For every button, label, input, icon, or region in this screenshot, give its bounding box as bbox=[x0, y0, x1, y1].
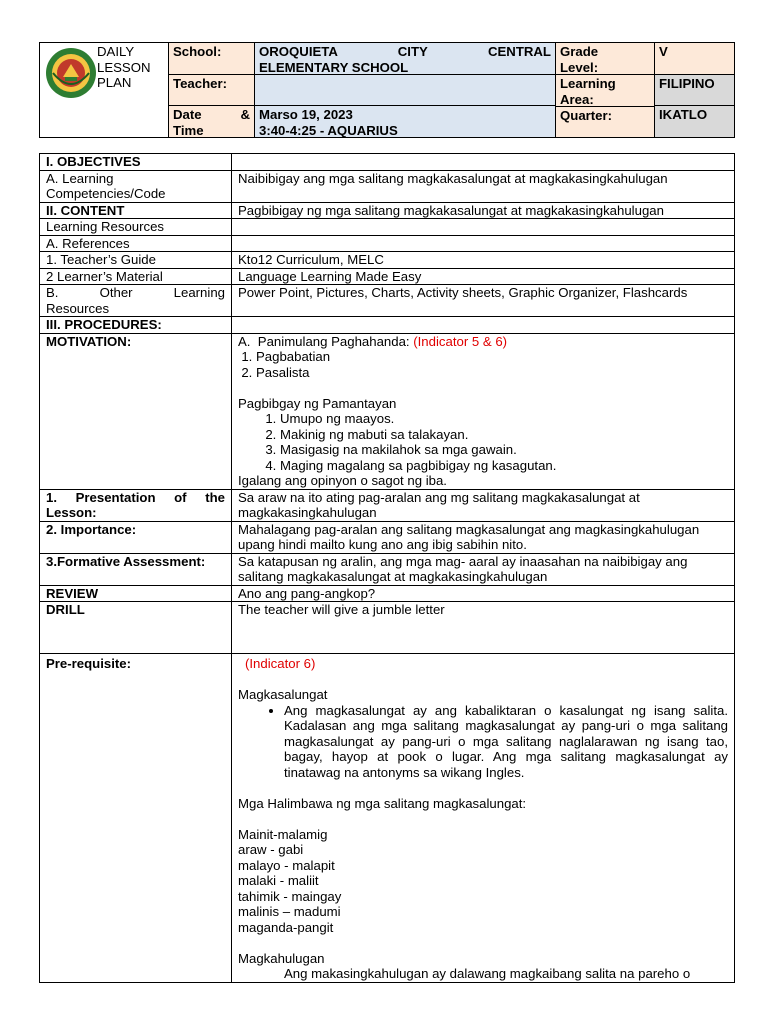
list-item: • Ang magkasalungat ay ang kabaliktaran o kasalungat ng isang salita. Kadalasan ang mga salitang magkasalungat ay pang-uri o mga salitang magkasalungat ay pang-uri o mga salitang naglalarawan ng isang tao, bagay, hayop at pook o lugar. Ang mga salitang magkasalungat ay tinatawag na antonyms sa wikang Ingles. bbox=[284, 703, 728, 781]
title-line: LESSON bbox=[97, 59, 151, 75]
lesson-plan-table bbox=[39, 153, 735, 983]
teacher-label: Teacher: bbox=[169, 75, 254, 107]
importance-value: Mahalagang pag-aralan ang salitang magkasalungat ang magkasingkahulugan upang hindi mailto kung ano ang ibig sabihin nito. bbox=[232, 521, 735, 553]
table-row bbox=[40, 170, 735, 202]
learning-area-value: FILIPINO bbox=[655, 75, 734, 107]
motivation-label: MOTIVATION: bbox=[40, 333, 232, 489]
antonym-title: Magkasalungat bbox=[238, 687, 328, 702]
table-row bbox=[40, 333, 735, 489]
table-row bbox=[40, 489, 735, 521]
grade-label: Grade Level: bbox=[556, 43, 654, 75]
quarter-label: Quarter: bbox=[556, 107, 654, 137]
table-row bbox=[40, 219, 735, 236]
teacher-value bbox=[255, 75, 555, 106]
table-row bbox=[40, 602, 735, 654]
table-row bbox=[40, 317, 735, 334]
example-item: malaki - maliit bbox=[238, 873, 319, 888]
date-time-label: Date & Time bbox=[169, 106, 254, 137]
content-heading: II. CONTENT bbox=[40, 202, 232, 219]
presentation-value: Sa araw na ito ating pag-aralan ang mg salitang magkakasalungat at magkakasingkahulugan bbox=[232, 489, 735, 521]
table-row bbox=[40, 268, 735, 285]
other-resources-value: Power Point, Pictures, Charts, Activity sheets, Graphic Organizer, Flashcards bbox=[232, 285, 735, 317]
indicator-note: (Indicator 5 & 6) bbox=[413, 333, 508, 349]
content-value: Pagbibigay ng mga salitang magkakasalungat at magkakasingkahulugan bbox=[232, 202, 735, 219]
school-label: School: bbox=[169, 43, 254, 75]
header-values-right bbox=[655, 43, 734, 137]
example-item: Mainit-malamig bbox=[238, 826, 328, 842]
prereq-content bbox=[232, 654, 735, 983]
example-item: maganda-pangit bbox=[238, 919, 334, 935]
table-row bbox=[40, 202, 735, 219]
example-item: malayo - malapit bbox=[238, 857, 335, 873]
empty-cell bbox=[232, 235, 735, 252]
teachers-guide-label: 1. Teacher’s Guide bbox=[40, 252, 232, 269]
learning-area-label: Learning Area: bbox=[556, 75, 654, 107]
quarter-value: IKATLO bbox=[655, 106, 734, 137]
synonym-title: Magkahulugan bbox=[238, 950, 325, 966]
list-item: 2. Makinig ng mabuti sa talakayan. bbox=[280, 427, 728, 443]
grade-value: V bbox=[655, 43, 734, 75]
list-item: 4. Maging magalang sa pagbibigay ng kasagutan. bbox=[280, 458, 728, 474]
standards-title: Pagbibgay ng Pamantayan bbox=[238, 395, 397, 411]
table-row bbox=[40, 235, 735, 252]
formative-label: 3.Formative Assessment: bbox=[40, 553, 232, 585]
table-row bbox=[40, 521, 735, 553]
list-item: 1. Umupo ng maayos. bbox=[280, 411, 728, 427]
list-item: 2. Pasalista bbox=[256, 365, 728, 381]
other-resources-label: B. Other Learning Resources bbox=[40, 285, 232, 317]
title-line: PLAN bbox=[97, 75, 132, 90]
logo-cell bbox=[40, 43, 169, 137]
motivation-content bbox=[232, 333, 735, 489]
drill-value: The teacher will give a jumble letter bbox=[232, 602, 735, 654]
indicator-note: (Indicator 6) bbox=[245, 656, 316, 671]
list-item: 3. Masigasig na makilahok sa mga gawain. bbox=[280, 442, 728, 458]
example-item: araw - gabi bbox=[238, 842, 304, 857]
motivation-intro: A. Panimulang Paghahanda: (Indicator 5 & 6) bbox=[238, 333, 508, 349]
table-row bbox=[40, 252, 735, 269]
learning-resources-label: Learning Resources bbox=[40, 219, 232, 236]
standards-list bbox=[238, 411, 728, 473]
examples-title: Mga Halimbawa ng mga salitang magkasalungat: bbox=[238, 795, 527, 811]
importance-label: 2. Importance: bbox=[40, 521, 232, 553]
table-row bbox=[40, 585, 735, 602]
objectives-heading: I. OBJECTIVES bbox=[40, 154, 232, 171]
motivation-list bbox=[238, 349, 728, 380]
learners-material-value: Language Learning Made Easy bbox=[232, 268, 735, 285]
prereq-label: Pre-requisite: bbox=[40, 654, 232, 983]
table-row bbox=[40, 553, 735, 585]
document-title bbox=[97, 44, 151, 91]
list-item: 1. Pagbabatian bbox=[256, 349, 728, 365]
standards-note: Igalang ang opinyon o sagot ng iba. bbox=[238, 473, 447, 488]
drill-label: DRILL bbox=[40, 602, 232, 654]
empty-cell bbox=[232, 154, 735, 171]
procedures-heading: III. PROCEDURES: bbox=[40, 317, 232, 334]
presentation-label: 1. Presentation of the Lesson: bbox=[40, 489, 232, 521]
title-line: DAILY bbox=[97, 44, 135, 59]
header-values-left bbox=[255, 43, 556, 137]
table-row bbox=[40, 285, 735, 317]
references-label: A. References bbox=[40, 235, 232, 252]
date-time-value: Marso 19, 2023 3:40-4:25 - AQUARIUS bbox=[255, 106, 555, 137]
lesson-plan-header bbox=[39, 42, 735, 138]
competency-label: A. Learning Competencies/Code bbox=[40, 170, 232, 202]
empty-cell bbox=[232, 219, 735, 236]
table-row bbox=[40, 154, 735, 171]
table-row bbox=[40, 654, 735, 983]
header-labels-left bbox=[169, 43, 255, 137]
review-value: Ano ang pang-angkop? bbox=[232, 585, 735, 602]
example-item: malinis – madumi bbox=[238, 904, 341, 919]
review-label: REVIEW bbox=[40, 585, 232, 602]
example-item: tahimik - maingay bbox=[238, 888, 342, 904]
school-value: OROQUIETA CITY CENTRAL ELEMENTARY SCHOOL bbox=[255, 43, 555, 75]
formative-value: Sa katapusan ng aralin, ang mga mag- aaral ay inaasahan na naibibigay ang salitang magkakasalungat at magkakasingkahulugan bbox=[232, 553, 735, 585]
competency-value: Naibibigay ang mga salitang magkakasalungat at magkakasingkahulugan bbox=[232, 170, 735, 202]
school-seal-icon bbox=[45, 47, 97, 99]
empty-cell bbox=[232, 317, 735, 334]
teachers-guide-value: Kto12 Curriculum, MELC bbox=[232, 252, 735, 269]
header-labels-right bbox=[556, 43, 655, 137]
synonym-definition-list bbox=[238, 966, 728, 982]
antonym-definition-list bbox=[238, 703, 728, 781]
learners-material-label: 2 Learner’s Material bbox=[40, 268, 232, 285]
list-item: • Ang makasingkahulugan ay dalawang magkaibang salita na pareho o bbox=[284, 966, 728, 982]
